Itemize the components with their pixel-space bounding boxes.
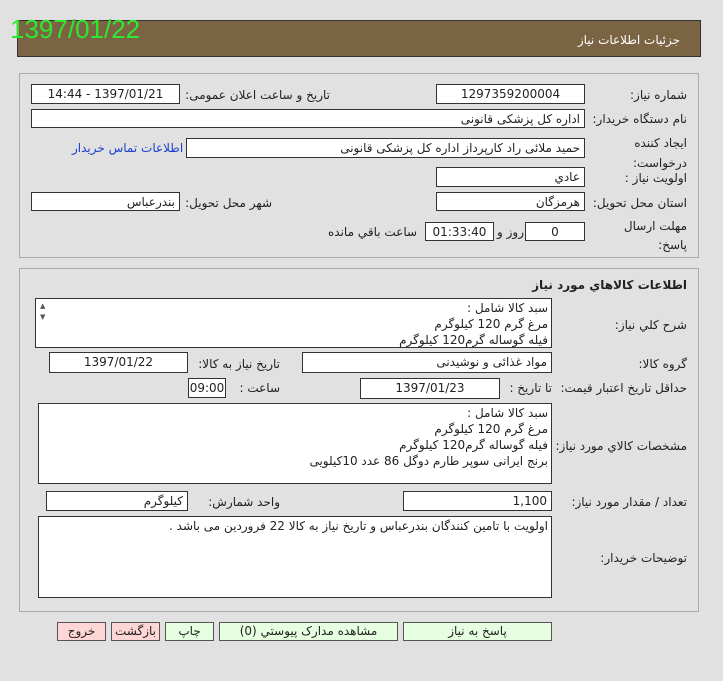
need-date-field[interactable]: 1397/01/22 bbox=[49, 352, 188, 373]
qty-field[interactable]: 1,100 bbox=[403, 491, 552, 511]
group-field[interactable]: مواد غذائی و نوشیدنی bbox=[302, 352, 552, 373]
attachments-button[interactable]: مشاهده مدارک پیوستي (0) bbox=[219, 622, 398, 641]
summary-line: سبد کالا شامل : bbox=[467, 301, 548, 315]
to-date-label: تا تاریخ : bbox=[509, 381, 552, 395]
creator-field[interactable]: حمید ملائی راد کارپرداز اداره کل پزشکی قانونی bbox=[186, 138, 585, 158]
scroll-arrows-icon[interactable]: ▲ ▼ bbox=[40, 302, 46, 321]
summary-line: مرغ گرم 120 کیلوگرم bbox=[434, 317, 548, 331]
time-remaining-field[interactable]: 01:33:40 bbox=[425, 222, 494, 241]
buyer-contact-link[interactable]: اطلاعات تماس خریدار bbox=[72, 141, 184, 155]
hour-field[interactable]: 09:00 bbox=[188, 378, 226, 398]
notes-label: توضیحات خریدار: bbox=[600, 551, 687, 565]
need-number-field[interactable]: 1297359200004 bbox=[436, 84, 585, 104]
qty-label: تعداد / مقدار مورد نیاز: bbox=[571, 495, 687, 509]
need-number-label: شماره نیاز: bbox=[630, 88, 687, 102]
group-label: گروه کالا: bbox=[638, 357, 687, 371]
print-button[interactable]: چاپ bbox=[165, 622, 214, 641]
need-date-label: تاریخ نیاز به کالا: bbox=[198, 357, 280, 371]
province-field[interactable]: هرمزگان bbox=[436, 192, 585, 211]
min-validity-label: حداقل تاریخ اعتبار قیمت: bbox=[560, 381, 687, 395]
creator-label: ایجاد کننده درخواست: bbox=[633, 136, 687, 170]
buyer-field[interactable]: اداره کل پزشکی قانونی bbox=[31, 109, 585, 128]
reply-button[interactable]: پاسخ به نیاز bbox=[403, 622, 552, 641]
back-button[interactable]: بازگشت bbox=[111, 622, 160, 641]
specs-line: برنج ایرانی سوپر طارم دوگل 86 عدد 10کیلویی bbox=[309, 454, 548, 468]
announce-field[interactable]: 1397/01/21 - 14:44 bbox=[31, 84, 180, 104]
specs-line: فیله گوساله گرم120 کیلوگرم bbox=[399, 438, 548, 452]
deadline-label: مهلت ارسال پاسخ: bbox=[623, 219, 687, 252]
unit-label: واحد شمارش: bbox=[208, 495, 280, 509]
notes-text: اولویت با تامین کنندگان بندرعباس و تاریخ نیاز به کالا 22 فروردین می باشد . bbox=[169, 519, 548, 533]
buyer-label: نام دستگاه خریدار: bbox=[592, 112, 687, 126]
specs-line: سبد کالا شامل : bbox=[467, 406, 548, 420]
summary-label: شرح کلي نياز: bbox=[614, 318, 687, 332]
hour-label: ساعت : bbox=[239, 381, 280, 395]
goods-section-title: اطلاعات کالاهاي مورد نياز bbox=[532, 278, 687, 292]
city-label: شهر محل تحویل: bbox=[185, 196, 272, 210]
exit-button[interactable]: خروج bbox=[57, 622, 106, 641]
notes-textarea[interactable] bbox=[38, 516, 552, 598]
priority-field[interactable]: عادي bbox=[436, 167, 585, 187]
city-field[interactable]: بندرعباس bbox=[31, 192, 180, 211]
to-date-field[interactable]: 1397/01/23 bbox=[360, 378, 500, 399]
province-label: استان محل تحویل: bbox=[592, 196, 687, 210]
priority-label: اولویت نیاز : bbox=[624, 171, 687, 185]
specs-textarea[interactable] bbox=[38, 403, 552, 484]
announce-label: تاريخ و ساعت اعلان عمومی: bbox=[185, 88, 330, 102]
days-suffix: روز و bbox=[497, 225, 524, 239]
summary-textarea[interactable] bbox=[35, 298, 552, 348]
time-suffix: ساعت باقي مانده bbox=[328, 225, 418, 239]
page-title: جزئیات اطلاعات نیاز bbox=[577, 33, 680, 47]
days-remaining-field[interactable]: 0 bbox=[525, 222, 585, 241]
date-stamp: 1397/01/22 bbox=[10, 14, 141, 44]
specs-line: مرغ گرم 120 کیلوگرم bbox=[434, 422, 548, 436]
summary-line: فیله گوساله گرم120 کیلوگرم bbox=[399, 333, 548, 347]
specs-label: مشخصات کالاي مورد نياز: bbox=[555, 439, 687, 453]
unit-field[interactable]: کیلوگرم bbox=[46, 491, 188, 511]
